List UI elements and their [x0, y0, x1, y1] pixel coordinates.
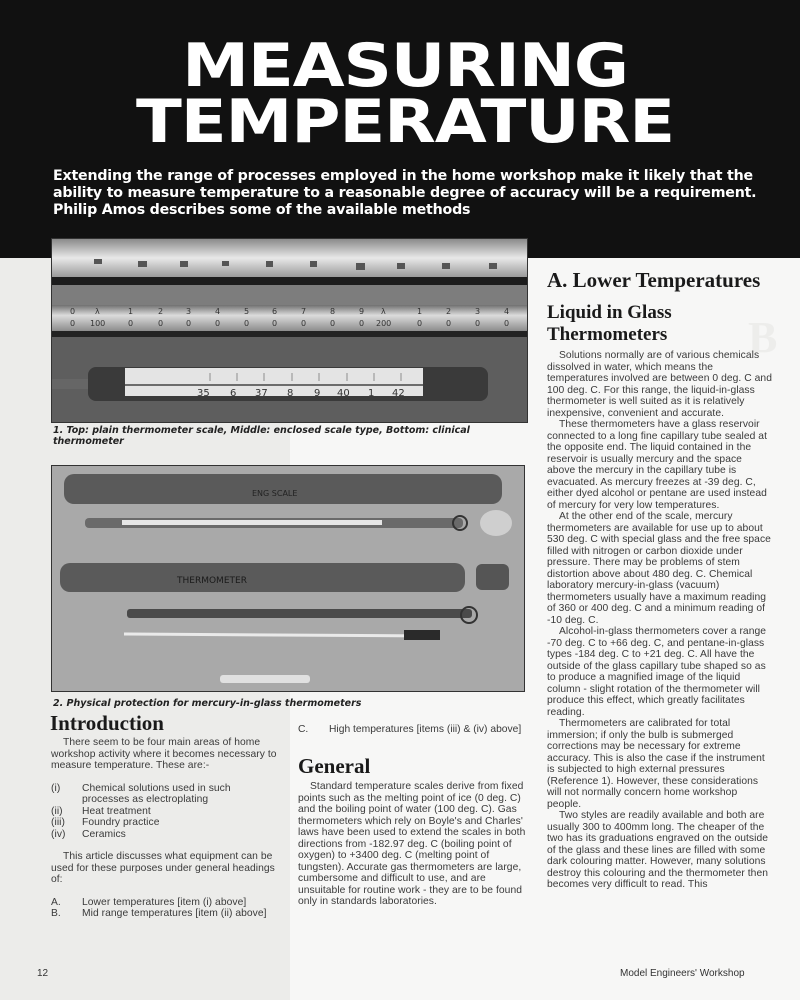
svg-text:2: 2: [446, 307, 452, 316]
svg-text:3: 3: [186, 307, 192, 316]
svg-text:4: 4: [215, 307, 221, 316]
svg-text:1: 1: [417, 307, 423, 316]
svg-text:35: 35: [197, 388, 210, 399]
list-item: B. Mid range temperatures [item (ii) above]: [51, 908, 267, 919]
svg-text:5: 5: [244, 307, 250, 316]
paragraph: Alcohol-in-glass thermometers cover a range -70 deg. C to +66 deg. C, and pentane-in-glass types -184 deg. C to +21 deg. C. All have the outside of the glass capillary tube shaped so as to produce a magnified image of the liquid column - slight rotation of the thermometer will produce this effect, which greatly facilitates reading.: [547, 626, 767, 718]
lower-temperatures-body: [547, 350, 772, 891]
svg-text:4: 4: [504, 307, 510, 316]
magazine-name: Model Engineers' Workshop: [620, 968, 745, 979]
list-item: (i) Chemical solutions used in such processes as electroplating: [51, 782, 231, 805]
svg-text:0: 0: [70, 319, 76, 328]
article-title: [108, 31, 702, 157]
paragraph: Solutions normally are of various chemicals dissolved in water, which means the temperatures involved are between 0 deg. C and 100 deg. C. For this range, the liquid-in-glass thermometer is well suited as it is relatively inexpensive, convenient and accurate.: [547, 350, 772, 419]
svg-text:9: 9: [359, 307, 365, 316]
svg-text:0: 0: [186, 319, 192, 328]
paragraph: This article discusses what equipment can be used for these purposes under general headings of:: [51, 851, 275, 885]
svg-text:0: 0: [215, 319, 221, 328]
title-line-2: TEMPERATURE: [135, 87, 675, 157]
paragraph: At the other end of the scale, mercury thermometers are available for use up to about 530 deg. C with special glass and the free space filled with nitrogen or carbon dioxide under pressure. There may be problems of stem distortion above about 480 deg. C. Chemical laboratory mercury-in-glass (vacuum) thermometers usually have a maximum reading of 360 or 400 deg. C and a minimum reading of -10 deg. C.: [547, 511, 771, 626]
svg-text:2: 2: [158, 307, 164, 316]
paragraph: Standard temperature scales derive from fixed points such as the melting point of ice (0 deg. C) and the boiling point of water (100 deg. C). Gas thermometers which rely on Boyle's and Charles' laws have been used to extend the scales in both directions from -182.97 deg. C (boiling point of oxygen) to +3400 deg. C (melting point of tungsten). Accurate gas thermometers are large, cumbersome and difficult to use, and are unsuitable for routine work - they are to be found only in standards laboratories.: [298, 781, 526, 907]
svg-text:200: 200: [376, 319, 392, 328]
general-headings-list: [51, 897, 279, 920]
svg-text:0: 0: [244, 319, 250, 328]
paragraph: Thermometers are calibrated for total immersion; if only the bulb is submerged corrections may be necessary for extreme accuracy. This is also the case if the instrument is subjected to high external pressures (Reference 1). However, these considerations will not normally concern home workshop people.: [547, 718, 765, 810]
svg-text:8: 8: [330, 307, 336, 316]
svg-text:λ: λ: [381, 307, 386, 316]
subheading-liquid-in-glass: Liquid in Glass Thermometers: [547, 302, 672, 345]
svg-text:0: 0: [272, 319, 278, 328]
list-item: (iv) Ceramics: [51, 828, 126, 840]
figure-1-photo: [51, 238, 528, 423]
svg-text:0: 0: [417, 319, 423, 328]
section-heading-general: General: [298, 754, 371, 778]
figure-1-caption: 1. Top: plain thermometer scale, Middle: enclosed scale type, Bottom: clinical thermometer: [53, 425, 470, 447]
list-item: A. Lower temperatures [item (i) above]: [51, 896, 247, 908]
svg-text:42: 42: [392, 388, 405, 399]
section-heading-introduction: Introduction: [50, 711, 164, 735]
section-heading-lower-temperatures: A. Lower Temperatures: [547, 268, 761, 292]
svg-text:6: 6: [272, 307, 278, 316]
list-item: (iii) Foundry practice: [51, 817, 160, 828]
svg-text:1: 1: [368, 388, 375, 399]
svg-text:0: 0: [446, 319, 452, 328]
svg-text:8: 8: [287, 388, 294, 399]
standfirst: Extending the range of processes employed in the home workshop make it likely that the ability to measure temperature to a reasonable degree of accuracy will be a requirement. Philip Amos describes some of the available methods: [53, 168, 757, 218]
svg-text:100: 100: [90, 319, 106, 328]
list-item: C. High temperatures [items (iii) & (iv) above]: [298, 724, 522, 735]
svg-text:0: 0: [504, 319, 510, 328]
svg-text:1: 1: [128, 307, 134, 316]
paragraph: These thermometers have a glass reservoir connected to a long fine capillary tube sealed at the opposite end. The liquid contained in the reservoir is usually mercury and the space above the mercury in the capillary tube is evacuated. As mercury freezes at -39 deg. C, either dyed alcohol or pentane are used instead of mercury for very low temperatures.: [547, 419, 767, 511]
svg-text:0: 0: [70, 307, 76, 316]
svg-text:0: 0: [330, 319, 336, 328]
introduction-body: [51, 737, 279, 931]
page-number: 12: [37, 968, 49, 979]
activity-areas-list: [51, 783, 279, 841]
tube-label-2: THERMOMETER: [177, 576, 247, 586]
svg-text:37: 37: [255, 388, 268, 399]
svg-text:0: 0: [475, 319, 481, 328]
figure-2-photo: [51, 465, 525, 692]
svg-text:6: 6: [230, 388, 237, 399]
svg-text:40: 40: [337, 388, 350, 399]
title-line-1: MEASURING: [182, 31, 628, 101]
svg-text:3: 3: [475, 307, 481, 316]
paragraph: There seem to be four main areas of home workshop activity where it becomes necessary to measure temperature. These are:-: [51, 737, 277, 771]
svg-text:0: 0: [158, 319, 164, 328]
general-body: [298, 781, 528, 908]
tube-label-1: ENG SCALE: [252, 489, 298, 498]
svg-text:0: 0: [128, 319, 134, 328]
svg-text:0: 0: [301, 319, 307, 328]
svg-text:0: 0: [359, 319, 365, 328]
article-header: [0, 0, 800, 258]
figure-2-caption: 2. Physical protection for mercury-in-glass thermometers: [53, 698, 362, 709]
watermark-letter: B: [748, 313, 778, 362]
paragraph: Two styles are readily available and both are usually 300 to 400mm long. The cheaper of the two has its graduations engraved on the outside of the glass and these lines are filled with some dark colouring matter. However, many solutions destroy this colouring and the thermometer then becomes very difficult to read. This: [547, 810, 769, 890]
svg-text:λ: λ: [95, 307, 100, 316]
svg-text:9: 9: [314, 388, 321, 399]
list-item: (ii) Heat treatment: [51, 805, 151, 817]
svg-text:7: 7: [301, 307, 307, 316]
